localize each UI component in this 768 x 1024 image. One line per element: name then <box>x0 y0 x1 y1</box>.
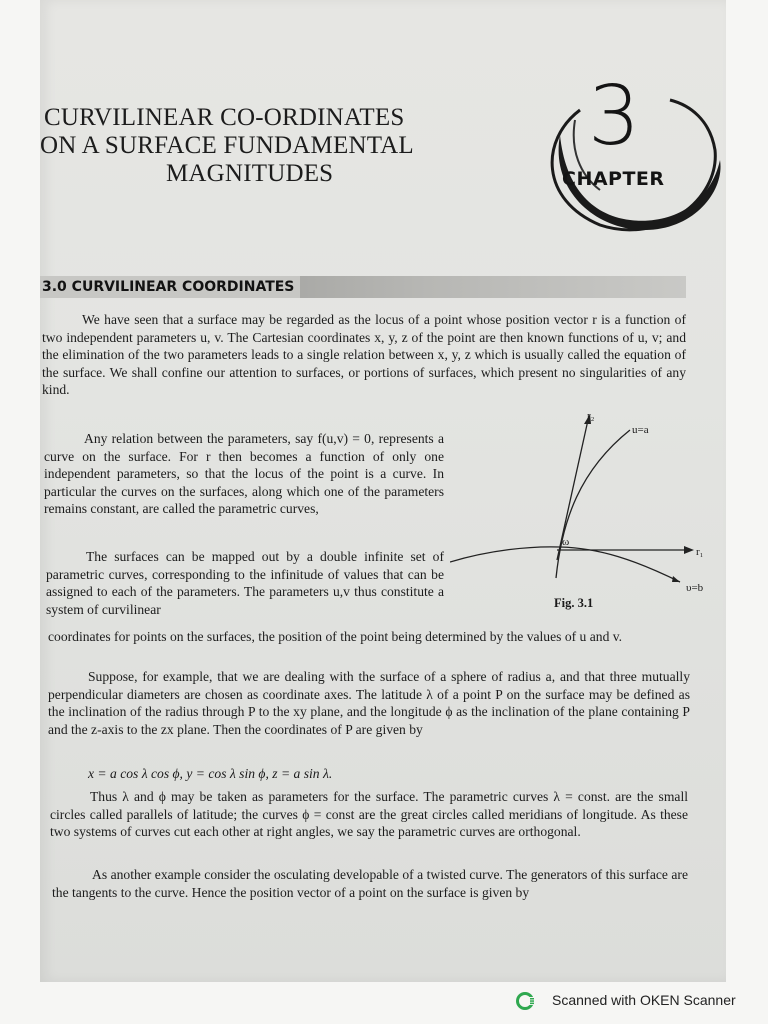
chapter-title-line-2: ON A SURFACE FUNDAMENTAL <box>40 132 414 159</box>
paragraph-3: The surfaces can be mapped out by a double infinite set of parametric curves, corresponding to the infinitude of values that can be assigned to each of the parameters. The parameters u,v thus constitute a system of curvilinear <box>46 549 444 617</box>
figure-caption: Fig. 3.1 <box>554 596 594 610</box>
label-v-eq-b: υ=b <box>686 582 704 594</box>
label-u-eq-a: u=a <box>632 424 649 436</box>
paragraph-5: Thus λ and ϕ may be taken as parameters for the surface. The parametric curves λ = const. are the small circles called parallels of latitude; the curves ϕ = const are the great circles called meridians of longitude. As these two systems of curves cut each other at right angles, we say the parametric curves are orthogonal. <box>50 789 688 840</box>
parametric-curves-diagram <box>450 410 700 625</box>
curve-u-eq-a <box>556 430 630 578</box>
section-heading-bar <box>40 276 686 298</box>
label-omega: ω <box>562 536 570 548</box>
paragraph-4: Suppose, for example, that we are dealing with the surface of a sphere of radius a, and that three mutually perpendicular diameters are chosen as coordinate axes. The latitude λ of a point P on the surface may be defined as the inclination of the radius through P to the xy plane, and the longitude ϕ as the inclination of the plane containing P and the z-axis to the zx plane. Then the coordinates of P are given by <box>48 669 690 737</box>
curve-v-eq-b <box>450 547 680 582</box>
chapter-title-line-3: MAGNITUDES <box>166 160 334 187</box>
paragraph-1: We have seen that a surface may be regarded as the locus of a point whose position vector r is a function of two independent parameters u, v. The Cartesian coordinates x, y, z of the point are then known functions of u, v; and the elimination of the two parameters leads to a single relation between x, y, z which is usually called the equation of the surface. We shall confine our attention to surfaces, or portions of surfaces, which present no singularities of any kind. <box>42 312 686 398</box>
chapter-number: 3 <box>588 69 641 164</box>
chapter-title-line-1: CURVILINEAR CO-ORDINATES <box>44 104 405 131</box>
chapter-label: CHAPTER <box>562 168 665 190</box>
label-r1: r₁ <box>696 546 704 558</box>
label-r2: r₂ <box>587 410 595 422</box>
paragraph-3-continued: coordinates for points on the surfaces, the position of the point being determined by the values of u and v. <box>48 629 623 644</box>
scanner-logo-icon <box>516 991 536 1011</box>
book-page <box>40 0 726 982</box>
section-heading: 3.0 CURVILINEAR COORDINATES <box>40 276 300 298</box>
arrow-head-r1 <box>684 546 694 554</box>
scanner-watermark-text: Scanned with OKEN Scanner <box>552 992 736 1008</box>
paragraph-6: As another example consider the osculating developable of a twisted curve. The generators of this surface are the tangents to the curve. Hence the position vector of a point on the surface is given by <box>52 867 688 900</box>
sphere-coordinates-formula: x = a cos λ cos ϕ, y = cos λ sin ϕ, z = a sin λ. <box>88 766 333 781</box>
paragraph-2: Any relation between the parameters, say f(u,v) = 0, represents a curve on the surface. For r then becomes a function of only one independent parameters, so that the locus of the point is a curve. In particular the curves on the surfaces, along which one of the parameters remains constant, are called the parametric curves, <box>44 431 444 517</box>
